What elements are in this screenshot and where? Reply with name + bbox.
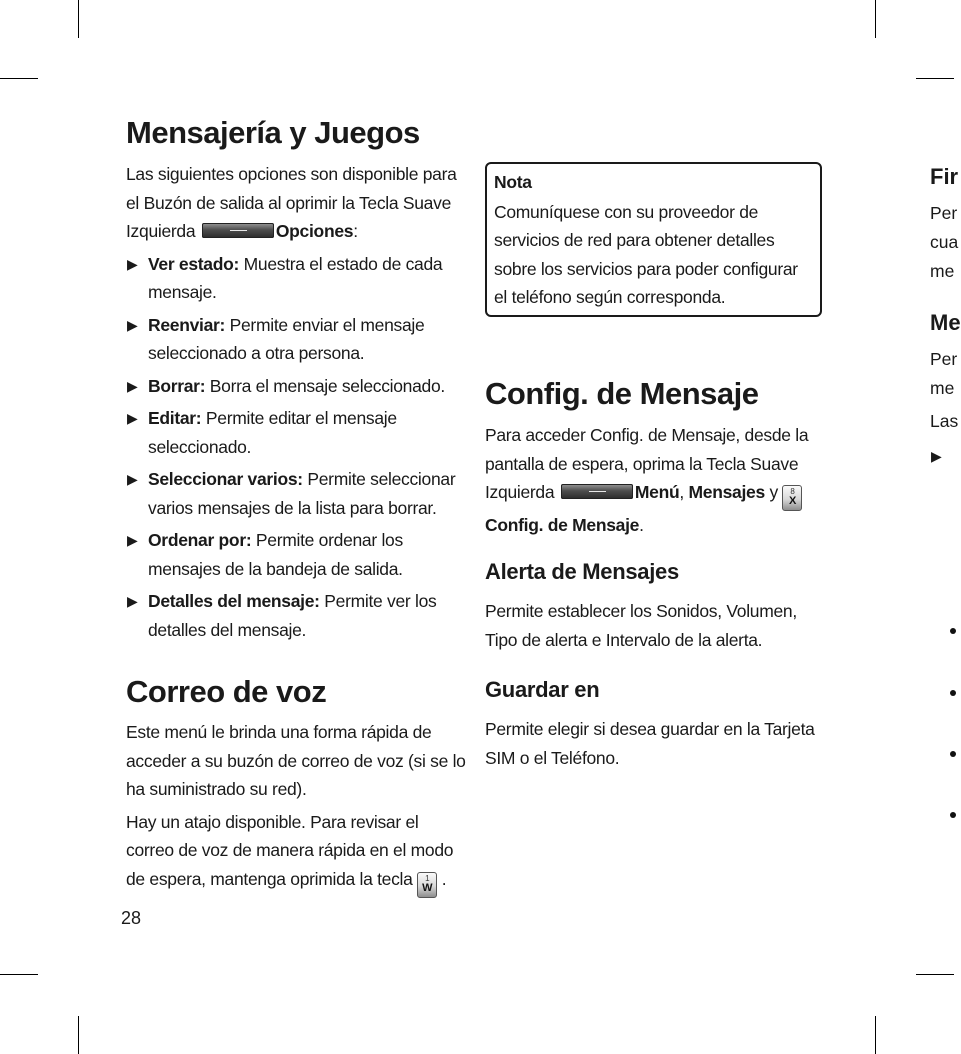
left-column bbox=[126, 160, 466, 648]
bullet-desc: Borra el mensaje seleccionado. bbox=[205, 375, 445, 396]
bullet-arrow-icon: ▶ bbox=[127, 471, 138, 487]
edge-text: Per bbox=[930, 203, 958, 223]
bullet-dot-icon bbox=[950, 628, 956, 634]
key-letter: X bbox=[788, 495, 796, 507]
edge-text: Las bbox=[930, 411, 959, 431]
conjunction: y bbox=[769, 482, 778, 502]
intro-paragraph bbox=[126, 160, 466, 246]
bullet-arrow-icon: ▶ bbox=[127, 255, 138, 272]
bullet-arrow-icon: ▶ bbox=[127, 593, 138, 609]
period: . bbox=[441, 868, 447, 889]
voicemail-shortcut-text: Hay un atajo disponible. Para revisar el correo de voz de manera rápida en el modo de espera, mantenga oprimida la tecla bbox=[126, 811, 454, 889]
key-letter: W bbox=[422, 881, 433, 894]
key-8-icon bbox=[782, 485, 802, 511]
voicemail-title: Correo de voz bbox=[126, 674, 327, 709]
bullet-desc: Permite editar el mensaje seleccionado. bbox=[148, 408, 397, 457]
guardar-text: Permite elegir si desea guardar en la Tarjeta SIM o el Teléfono. bbox=[485, 719, 815, 768]
crop-mark bbox=[875, 1016, 876, 1054]
crop-mark bbox=[916, 78, 954, 79]
alerta-text: Permite establecer los Sonidos, Volumen, Tipo de alerta e Intervalo de la alerta. bbox=[485, 601, 797, 650]
guardar-title: Guardar en bbox=[485, 677, 600, 702]
bullet-term: Editar: bbox=[148, 408, 202, 428]
guardar-section bbox=[485, 715, 820, 772]
bullet-dot-icon bbox=[950, 812, 956, 818]
bullet-desc: Permite seleccionar varios mensajes de la lista para borrar. bbox=[148, 469, 456, 518]
crop-mark bbox=[916, 974, 954, 975]
voicemail-paragraph-1: Este menú le brinda una forma rápida de acceder a su buzón de correo de voz (si se lo ha suministrado su red). bbox=[126, 722, 466, 799]
page-number: 28 bbox=[121, 908, 142, 928]
list-item bbox=[126, 311, 466, 368]
voicemail-section bbox=[126, 718, 466, 898]
options-label: Opciones bbox=[275, 221, 354, 241]
intro-text: Las siguientes opciones son disponible para el Buzón de salida al oprimir la Tecla Suave Izquierda bbox=[126, 164, 457, 241]
edge-heading: Me bbox=[930, 310, 961, 335]
list-item bbox=[126, 250, 466, 307]
key-1-icon bbox=[417, 872, 437, 898]
bullet-arrow-icon: ▶ bbox=[127, 316, 138, 333]
config-title: Config. de Mensaje bbox=[485, 376, 759, 411]
bullet-term: Ver estado: bbox=[148, 253, 240, 274]
list-item bbox=[126, 404, 466, 461]
config-label: Config. de Mensaje bbox=[485, 515, 640, 535]
edge-text: me bbox=[930, 261, 955, 281]
list-item bbox=[126, 587, 466, 644]
menu-label: Menú bbox=[634, 482, 680, 502]
bullet-term: Reenviar: bbox=[148, 314, 226, 335]
crop-mark bbox=[78, 0, 79, 38]
bullet-arrow-icon: ▶ bbox=[127, 377, 138, 394]
bullet-desc: Permite ordenar los mensajes de la bandeja de salida. bbox=[148, 530, 403, 579]
key-digit: 8 bbox=[790, 487, 795, 496]
period: . bbox=[639, 515, 644, 535]
crop-mark bbox=[0, 974, 38, 975]
bullet-desc: Permite enviar el mensaje seleccionado a otra persona. bbox=[148, 314, 425, 363]
crop-mark bbox=[78, 1016, 79, 1054]
edge-text: Per bbox=[930, 349, 958, 369]
bullet-term: Seleccionar varios: bbox=[148, 469, 303, 489]
list-item bbox=[126, 526, 466, 583]
bullet-dot-icon bbox=[950, 690, 956, 696]
next-page-edge bbox=[930, 160, 961, 860]
config-section bbox=[485, 421, 820, 540]
bullet-arrow-icon: ▶ bbox=[127, 532, 138, 548]
list-item bbox=[126, 372, 466, 401]
note-title: Nota bbox=[494, 172, 532, 192]
left-soft-key-icon bbox=[561, 484, 633, 499]
bullet-desc: Muestra el estado de cada mensaje. bbox=[148, 253, 443, 302]
bullet-term: Borrar: bbox=[148, 375, 206, 396]
note-text: Comuníquese con su proveedor de servicios de red para obtener detalles sobre los servicios para poder configurar el teléfono según corresponda. bbox=[494, 201, 798, 307]
config-paragraph bbox=[485, 421, 820, 540]
alerta-title: Alerta de Mensajes bbox=[485, 559, 679, 584]
mensajes-label: Mensajes bbox=[688, 482, 765, 502]
bullet-term: Detalles del mensaje: bbox=[148, 591, 320, 611]
page-title: Mensajería y Juegos bbox=[126, 115, 420, 150]
bullet-arrow-icon: ▶ bbox=[127, 410, 138, 426]
comma: , bbox=[679, 482, 684, 502]
bullet-desc: Permite ver los detalles del mensaje. bbox=[148, 591, 437, 640]
left-soft-key-icon bbox=[202, 223, 274, 238]
edge-heading: Fir bbox=[930, 164, 959, 189]
colon: : bbox=[353, 221, 358, 241]
edge-text: me bbox=[930, 378, 955, 398]
note-box bbox=[485, 162, 822, 317]
key-digit: 1 bbox=[425, 873, 430, 883]
bullet-arrow-icon: ▶ bbox=[931, 448, 942, 464]
list-item bbox=[126, 465, 466, 522]
crop-mark bbox=[0, 78, 38, 79]
bullet-dot-icon bbox=[950, 751, 956, 757]
crop-mark bbox=[875, 0, 876, 38]
bullet-term: Ordenar por: bbox=[148, 530, 252, 550]
edge-text: cua bbox=[930, 232, 959, 252]
voicemail-paragraph-2 bbox=[126, 808, 466, 898]
config-text: Para acceder Config. de Mensaje, desde la pantalla de espera, oprima la Tecla Suave Izquierda bbox=[485, 425, 809, 502]
alerta-section bbox=[485, 597, 820, 654]
